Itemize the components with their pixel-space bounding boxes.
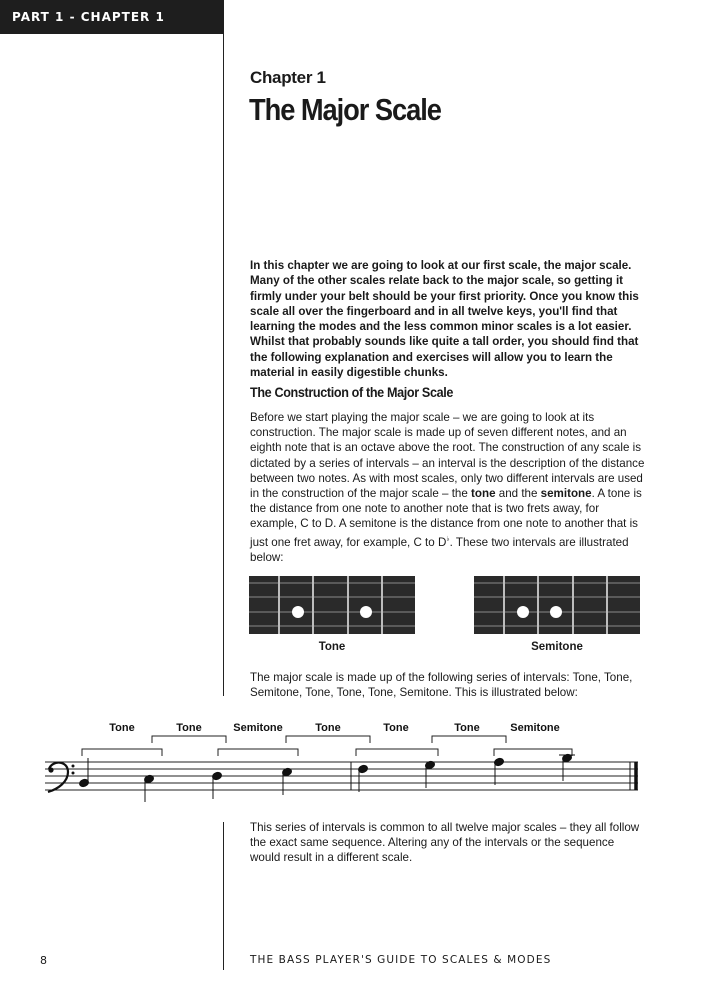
semitone-term: semitone — [540, 487, 592, 501]
bass-clef-icon — [48, 763, 75, 792]
note-5 — [358, 764, 369, 792]
construction-text-b: . A tone is the distance from one note to another note that is two frets away, for example, C to D. A semitone is the distance from one note to another that is just one fret away, for example, C to D — [250, 487, 642, 549]
note-3 — [212, 771, 223, 799]
note-8 — [559, 753, 575, 781]
interval-label-2: Tone — [176, 722, 202, 734]
interval-bracket-5 — [356, 749, 438, 756]
interval-label-7: Semitone — [510, 722, 560, 734]
semitone-caption: Semitone — [531, 641, 583, 653]
construction-text-c: . These two intervals are illustrated below: — [250, 535, 629, 564]
chapter-title: The Major Scale — [249, 92, 441, 127]
note-4 — [282, 767, 293, 795]
note-6 — [425, 760, 436, 788]
interval-bracket-4 — [286, 736, 370, 743]
vertical-rule-bottom — [223, 822, 224, 970]
interval-bracket-3 — [218, 749, 298, 756]
tone-fretboard-diagram — [249, 576, 415, 634]
interval-label-4: Tone — [315, 722, 341, 734]
construction-paragraph — [250, 410, 645, 565]
part-chapter-header: PART 1 - CHAPTER 1 — [0, 0, 224, 34]
construction-text-a: Before we start playing the major scale – we are going to look at its construction. The major scale is made up of seven different notes, and an eighth note that is an octave above the root. The construction of any scale is dictated by a series of intervals – an interval is the description of the distance between two notes. As with most scales, only two different intervals are used in the construction of the major scale – the — [250, 411, 645, 501]
semitone-fretboard-diagram — [474, 576, 640, 634]
tone-note-1 — [292, 606, 304, 618]
vertical-rule-top — [223, 34, 224, 696]
interval-label-5: Tone — [383, 722, 409, 734]
intro-paragraph: In this chapter we are going to look at our first scale, the major scale. Many of the other scales relate back to the major scale, so getting it firmly under your belt should be your first priority. Once you know this scale all over the fingerboard and in all twelve keys, you'll find that learning the modes and the less common minor scales is a lot easier. Whilst that probably sounds like quite a tall order, you should find that the following explanation and exercises will allow you to learn the material in easily digestible chunks. — [250, 259, 639, 380]
running-footer: THE BASS PLAYER'S GUIDE TO SCALES & MODES — [250, 954, 552, 966]
flat-symbol: ♭ — [446, 535, 450, 543]
tone-caption: Tone — [318, 641, 346, 653]
interval-label-3: Semitone — [233, 722, 283, 734]
interval-bracket-6 — [432, 736, 506, 743]
section-heading: The Construction of the Major Scale — [250, 384, 454, 400]
note-7 — [494, 757, 505, 785]
note-2 — [144, 774, 155, 802]
interval-bracket-1 — [82, 749, 162, 756]
interval-label-1: Tone — [109, 722, 135, 734]
closing-paragraph: This series of intervals is common to all twelve major scales – they all follow the exact same sequence. Altering any of the intervals or the sequence would result in a different scale. — [250, 821, 640, 865]
tone-note-2 — [360, 606, 372, 618]
chapter-label: Chapter 1 — [250, 68, 326, 87]
semitone-note-2 — [550, 606, 562, 618]
tone-term: tone — [471, 487, 496, 501]
construction-text-and: and the — [495, 487, 541, 501]
major-scale-staff — [40, 712, 650, 817]
interval-bracket-2 — [152, 736, 226, 743]
page-number: 8 — [40, 954, 47, 967]
semitone-note-1 — [517, 606, 529, 618]
interval-series-paragraph: The major scale is made up of the following series of intervals: Tone, Tone, Semitone, Tone, Tone, Tone, Semitone. This is illustrated below: — [250, 671, 633, 700]
interval-label-6: Tone — [454, 722, 480, 734]
